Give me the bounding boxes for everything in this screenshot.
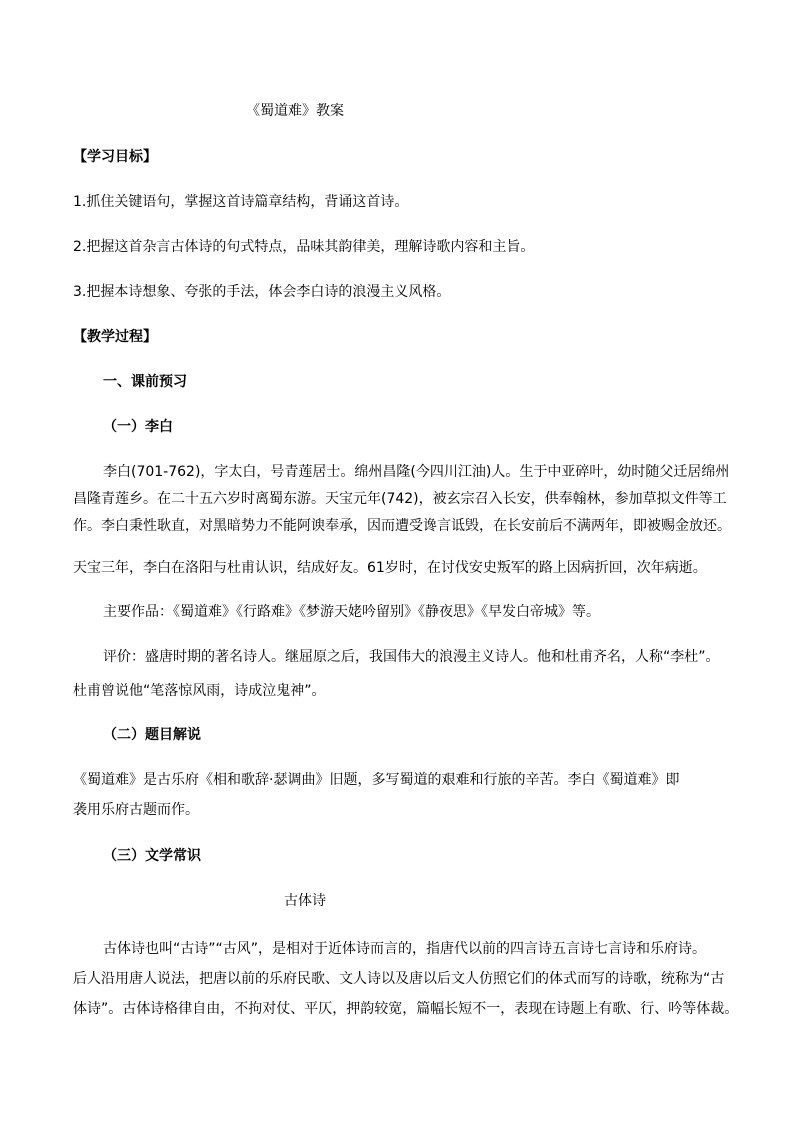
- gutishi-heading: 古体诗: [284, 893, 326, 909]
- section-heading: 一、课前预习: [103, 374, 187, 390]
- title-explanation-line: 《蜀道难》是古乐府《相和歌辞·瑟调曲》旧题，多写蜀道的艰难和行旅的辛苦。李白《蜀道难》即: [73, 772, 680, 788]
- gutishi-line: 后人沿用唐人说法，把唐以前的乐府民歌、文人诗以及唐以后文人仿照它们的体式而写的诗歌，统称为“古: [73, 971, 725, 987]
- gutishi-line: 古体诗也叫“古诗”“古风”，是相对于近体诗而言的，指唐代以前的四言诗五言诗七言诗和乐府诗。: [103, 941, 707, 957]
- objective-item: 2.把握这首杂言古体诗的句式特点，品味其韵律美，理解诗歌内容和主旨。: [73, 239, 535, 255]
- subsection-heading: （二）题目解说: [103, 727, 201, 743]
- bio-line: 作。李白秉性耿直，对黑暗势力不能阿谀奉承，因而遭受谗言诋毁，在长安前后不满两年，即被赐金放还。: [73, 518, 731, 534]
- bio-line: 李白(701-762)，字太白，号青莲居士。绵州昌隆(今四川江油)人。生于中亚碎叶，幼时随父迁居绵州: [103, 464, 730, 480]
- objective-item: 1.抓住关键语句，掌握这首诗篇章结构，背诵这首诗。: [73, 194, 409, 210]
- evaluation-line: 评价：盛唐时期的著名诗人。继屈原之后，我国伟大的浪漫主义诗人。他和杜甫齐名，人称“李杜”。: [103, 649, 720, 665]
- works-line: 主要作品：《蜀道难》《行路难》《梦游天姥吟留别》《静夜思》《早发白帝城》等。: [103, 604, 600, 620]
- bio-line: 昌隆青莲乡。在二十五六岁时离蜀东游。天宝元年(742)，被玄宗召入长安，供奉翰林，参加草拟文件等工: [73, 491, 727, 507]
- title-explanation-line: 袭用乐府古题而作。: [73, 802, 199, 818]
- objectives-heading: 【学习目标】: [73, 149, 157, 165]
- objective-item: 3.把握本诗想象、夸张的手法，体会李白诗的浪漫主义风格。: [73, 284, 451, 300]
- doc-title: 《蜀道难》教案: [246, 103, 344, 119]
- subsection-heading: （一）李白: [103, 419, 173, 435]
- bio-line: 天宝三年，李白在洛阳与杜甫认识，结成好友。61岁时，在讨伐安史叛军的路上因病折回，次年病逝。: [73, 560, 707, 576]
- process-heading: 【教学过程】: [73, 329, 157, 345]
- gutishi-line: 体诗”。古体诗格律自由，不拘对仗、平仄，押韵较宽，篇幅长短不一，表现在诗题上有歌、行、吟等体裁。: [73, 1001, 739, 1017]
- evaluation-line: 杜甫曾说他“笔落惊风雨，诗成泣鬼神”。: [73, 683, 326, 699]
- subsection-heading: （三）文学常识: [103, 848, 201, 864]
